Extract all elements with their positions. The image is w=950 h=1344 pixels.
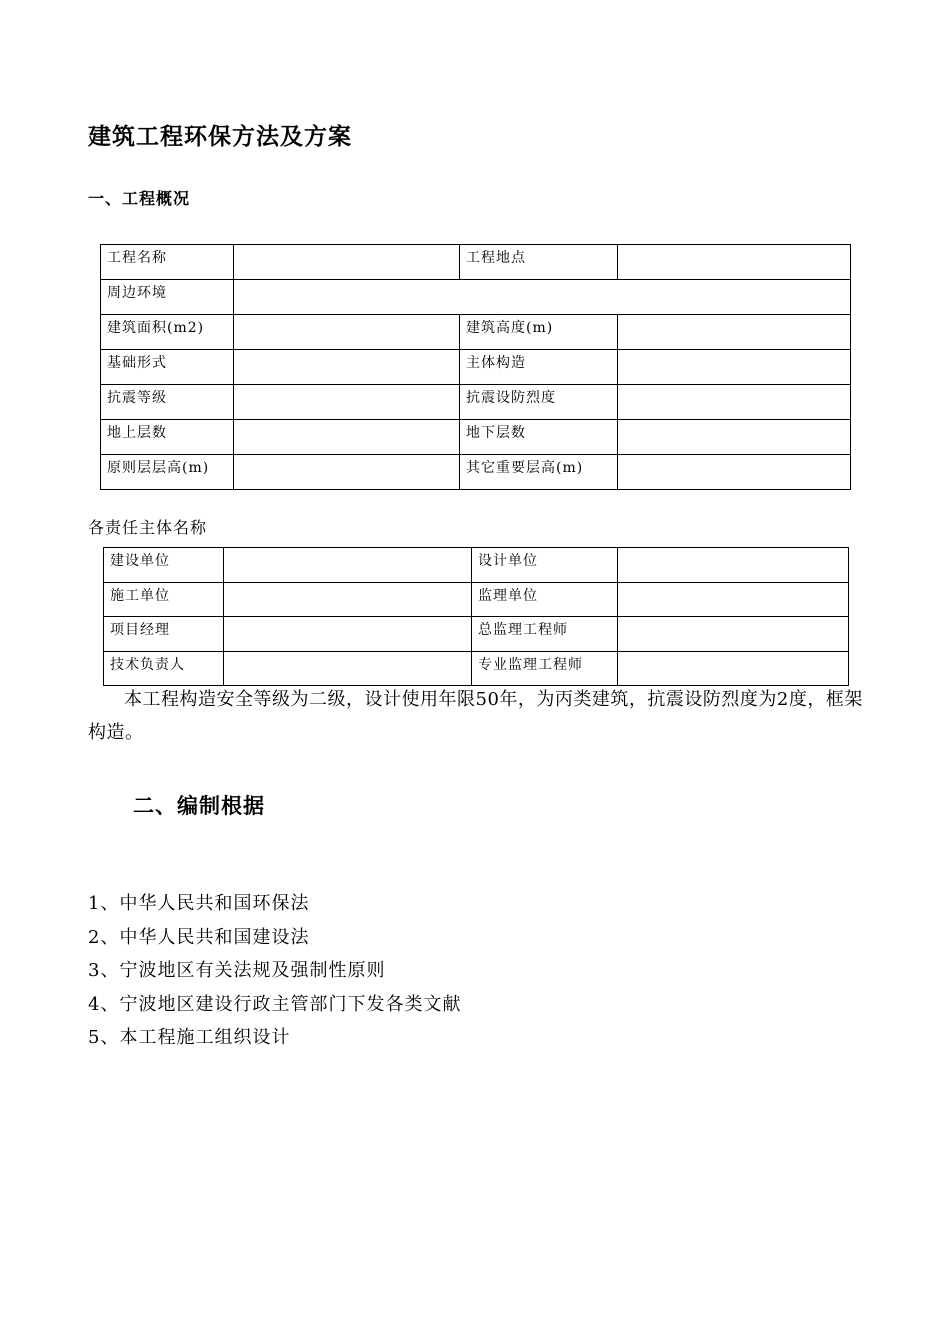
label-cell: 项目经理 [104,617,224,652]
section-heading-basis: 二、编制根据 [133,793,265,818]
basis-list [88,887,461,1055]
value-cell [224,582,472,617]
table-row [104,548,849,583]
label-cell: 工程名称 [101,245,234,280]
value-cell [234,350,460,385]
table-row [101,315,851,350]
value-cell [618,617,849,652]
table-row [101,385,851,420]
label-cell: 建筑高度(m) [460,315,618,350]
project-description-paragraph: 本工程构造安全等级为二级，设计使用年限50年，为丙类建筑，抗震设防烈度为2度，框架构造。 [88,689,863,743]
value-cell [618,455,851,490]
responsibility-heading: 各责任主体名称 [88,518,208,537]
value-cell [234,245,460,280]
list-item: 4、宁波地区建设行政主管部门下发各类文献 [88,993,462,1015]
label-cell: 原则层层高(m) [101,455,234,490]
label-cell: 抗震等级 [101,385,234,420]
label-cell: 周边环境 [101,280,234,315]
value-cell [234,385,460,420]
label-cell: 总监理工程师 [472,617,618,652]
table-row [101,350,851,385]
value-cell [618,420,851,455]
value-cell [224,651,472,686]
value-cell [234,455,460,490]
label-cell: 施工单位 [104,582,224,617]
label-cell: 设计单位 [472,548,618,583]
label-cell: 工程地点 [460,245,618,280]
value-cell [224,548,472,583]
section-heading-overview: 一、工程概况 [88,189,191,208]
value-cell [618,548,849,583]
value-cell [618,582,849,617]
label-cell: 专业监理工程师 [472,651,618,686]
table-row [104,651,849,686]
value-cell [618,245,851,280]
value-cell [224,617,472,652]
value-cell [618,385,851,420]
table-row [101,455,851,490]
label-cell: 主体构造 [460,350,618,385]
document-title: 建筑工程环保方法及方案 [88,123,352,150]
value-cell [618,350,851,385]
value-cell [234,315,460,350]
value-cell [618,315,851,350]
value-cell [618,651,849,686]
list-item: 2、中华人民共和国建设法 [88,926,310,948]
list-item: 1、中华人民共和国环保法 [88,893,310,914]
project-overview-table [100,244,851,490]
list-item: 5、本工程施工组织设计 [88,1027,291,1048]
responsibility-table [103,547,849,686]
label-cell: 建设单位 [104,548,224,583]
label-cell: 建筑面积(m2) [101,315,234,350]
table-row [101,420,851,455]
label-cell: 监理单位 [472,582,618,617]
table-row [101,245,851,280]
label-cell: 抗震设防烈度 [460,385,618,420]
label-cell: 技术负责人 [104,651,224,686]
label-cell: 其它重要层高(m) [460,455,618,490]
table-row [101,280,851,315]
value-cell [234,420,460,455]
list-item: 3、宁波地区有关法规及强制性原则 [88,960,386,981]
label-cell: 基础形式 [101,350,234,385]
value-cell [234,280,851,315]
table-row [104,617,849,652]
label-cell: 地下层数 [460,420,618,455]
table-row [104,582,849,617]
label-cell: 地上层数 [101,420,234,455]
